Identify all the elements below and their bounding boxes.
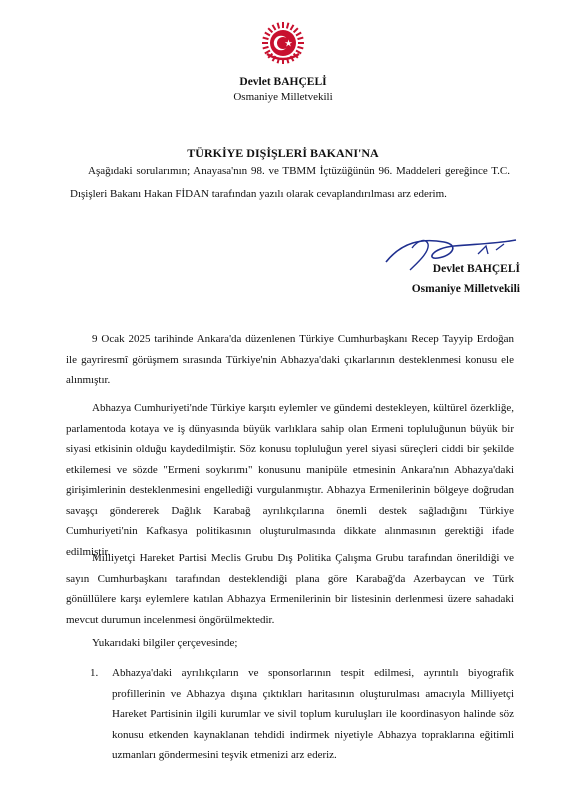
paragraph-text: Abhazya Cumhuriyeti'nde Türkiye karşıtı eylemler ve gündemi destekleyen, kültürel özerkliğe, parlamentoda kotaya ve iş dünyasında büyük varlıklara sahip olan Ermeni topluluğunun büyük bir siyasi etkisinin olduğu kaydedilmiştir. Söz konusu topluluğun yerel siyasi süreçleri ciddi bir şekilde etkilemesi ve sözde "Ermeni soykırımı" konusunu manipüle etmesinin Ankara'nın Abhazya'daki girişimlerinin desteklenmesini engellediği vurgulanmıştır. Abhazya Ermenilerinin bölgeye doğrudan savaşçı göndererek Dağlık Karabağ ayrılıkçılarına önemli destek sağladığını Türkiye Cumhuriyeti'nin Kafkasya politikasının oluşturulmasında dikkate alınmasının gerektiği ifade edilmiştir. (66, 402, 514, 558)
emblem-ray (268, 28, 272, 32)
emblem-ray (273, 25, 276, 30)
body-paragraph (66, 548, 514, 630)
emblem-ray (278, 23, 280, 29)
body-paragraph (66, 329, 514, 391)
author-name: Devlet BAHÇELİ (239, 76, 327, 88)
emblem-ray (297, 38, 303, 40)
paragraph-text: Yukarıdaki bilgiler çerçevesinde; (92, 637, 238, 649)
intro-paragraph (70, 160, 510, 205)
emblem-ray (263, 47, 269, 49)
document-title: TÜRKİYE DIŞİŞLERİ BAKANI'NA (187, 146, 379, 160)
emblem-ray (294, 28, 298, 32)
intro-text: Aşağıdaki sorularımın; Anayasa'nın 98. ve TBMM İçtüzüğünün 96. Maddeleri gereğince T.C. Dışişleri Bakanı Hakan FİDAN tarafından yazılı olarak cevaplandırılması arz ederim. (70, 165, 510, 200)
paragraph-text: 9 Ocak 2025 tarihinde Ankara'da düzenlenen Türkiye Cumhurbaşkanı Recep Tayyip Erdoğan ile gayriresmî görüşmem sırasında Türkiye'nin Abhazya'daki çıkarlarının desteklenmesi konusu ele alınmıştır. (66, 333, 514, 386)
request-list-item (66, 663, 514, 766)
body-paragraph (66, 398, 514, 562)
paragraph-text: Milliyetçi Hareket Partisi Meclis Grubu Dış Politika Çalışma Grubu tarafından önerildiği ve sayın Cumhurbaşkanı tarafından desteklendiği plana göre Karabağ'da Azerbaycan ve Türk gönüllülere karşı eylemlere katılan Abhazya Ermenilerinin bir listesinin derlenmesi üzere sahadaki mevcut durumun incelenmesi öngörülmektedir. (66, 552, 514, 626)
emblem-ray (265, 51, 270, 54)
signature-role: Osmaniye Milletvekili (411, 283, 520, 295)
list-item-text: Abhazya'daki ayrılıkçıların ve sponsorlarının tespit edilmesi, ayrıntılı biyografik profillerinin ve Abhazya dışına çıktıkları haritasının oluşturulması amacıyla Milliyetçi Hareket Partisinin ilgili kurumlar ve sivil toplum kuruluşları ile koordinasyon halinde söz konusu etkenden kaynaklanan tehdidi indirmek niyetiyle Abhazya topraklarına eğitimli uzmanları göndermesini teşvik etmenizi arz ederiz. (112, 667, 514, 761)
tbmm-emblem-icon (258, 18, 308, 68)
emblem-ray (291, 25, 294, 30)
emblem-ray (296, 33, 301, 36)
emblem-ray (297, 47, 303, 49)
list-item-number: 1. (90, 667, 99, 679)
emblem-ray (265, 33, 270, 36)
emblem-ray (296, 51, 301, 54)
signature-name: Devlet BAHÇELİ (432, 263, 520, 275)
author-role: Osmaniye Milletvekili (233, 91, 333, 103)
body-paragraph (66, 633, 514, 654)
emblem-ray (263, 38, 269, 40)
emblem-ray (287, 23, 289, 29)
